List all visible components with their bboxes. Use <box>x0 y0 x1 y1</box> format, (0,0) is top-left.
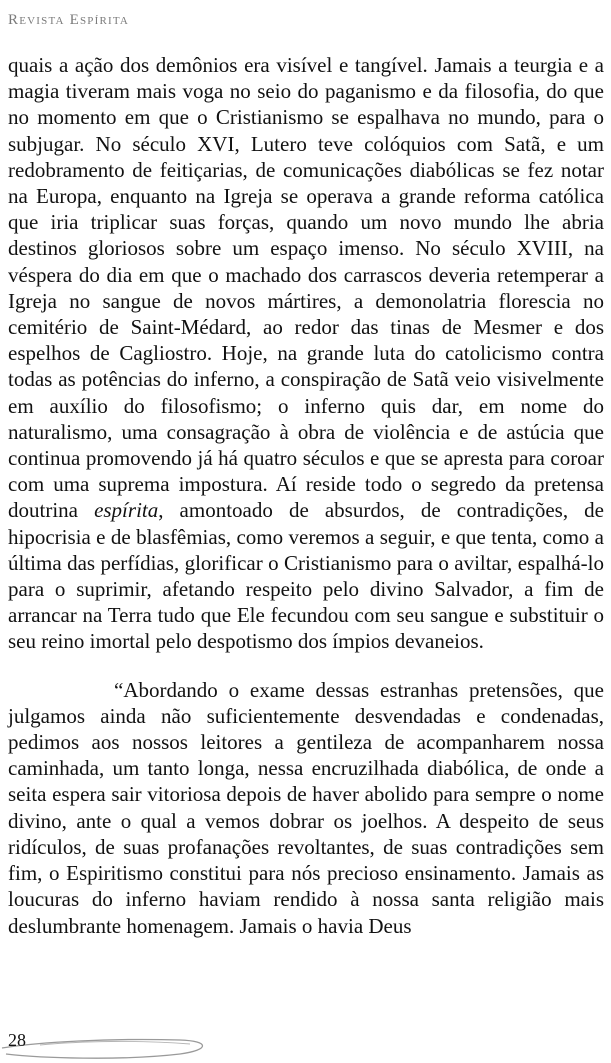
paragraph-1 <box>8 52 604 655</box>
page-footer <box>0 1024 611 1063</box>
paragraph-2: “Abordando o exame dessas estranhas pretensões, que julgamos ainda não suficientemente desvendadas e condenadas, pedimos aos nossos leitores a gentileza de acompanharem nossa caminhada, um tanto longa, nessa encruzilhada diabólica, de onde a seita espera sair vitoriosa depois de haver abolido para sempre o nome divino, ante o qual a vemos dobrar os joelhos. A despeito de seus ridículos, de suas profanações revoltantes, de suas contradições sem fim, o Espiritismo constitui para nós precioso ensinamento. Jamais as loucuras do inferno haviam rendido à nossa santa religião mais deslumbrante homenagem. Jamais o havia Deus <box>8 677 604 938</box>
italic-term: espírita <box>94 498 159 523</box>
page-number: 28 <box>8 1030 26 1050</box>
swoosh-ornament-icon <box>0 1024 611 1063</box>
running-header: Revista Espírita <box>8 12 130 28</box>
paragraph-1-part-2: , amontoado de absurdos, de contradições, de hipocrisia e de blasfêmias, como veremos a seguir, e que tenta, como a última das perfídias, glorificar o Cristianismo para o aviltar, espalhá-lo para o suprimir, afetando respeito pelo divino Salvador, a fim de arrancar na Terra tudo que Ele fecundou com seu sangue e substituir o seu reino imortal pelo despotismo dos ímpios devaneios. <box>8 498 604 654</box>
page-body <box>8 52 604 939</box>
paragraph-1-part-1: quais a ação dos demônios era visível e tangível. Jamais a teurgia e a magia tiveram mais voga no seio do paganismo e da filosofia, do que no momento em que o Cristianismo se espalhava no mundo, para o subjugar. No século XVI, Lutero teve colóquios com Satã, e um redobramento de feitiçarias, de comunicações diabólicas se fez notar na Europa, enquanto na Igreja se operava a grande reforma católica que iria triplicar suas forças, quando um novo mundo lhe abria destinos gloriosos sobre um espaço imenso. No século XVIII, na véspera do dia em que o machado dos carrascos deveria retemperar a Igreja no sangue de novos mártires, a demonolatria florescia no cemitério de Saint-Médard, ao redor das tinas de Mesmer e dos espelhos de Cagliostro. Hoje, na grande luta do catolicismo contra todas as potências do inferno, a conspiração de Satã veio visivelmente em auxílio do filosofismo; o inferno quis dar, em nome do naturalismo, uma consagração à obra de violência e de astúcia que continua promovendo já há quatro séculos e que se apresta para coroar com uma suprema impostura. Aí reside todo o segredo da pretensa doutrina <box>8 53 604 523</box>
